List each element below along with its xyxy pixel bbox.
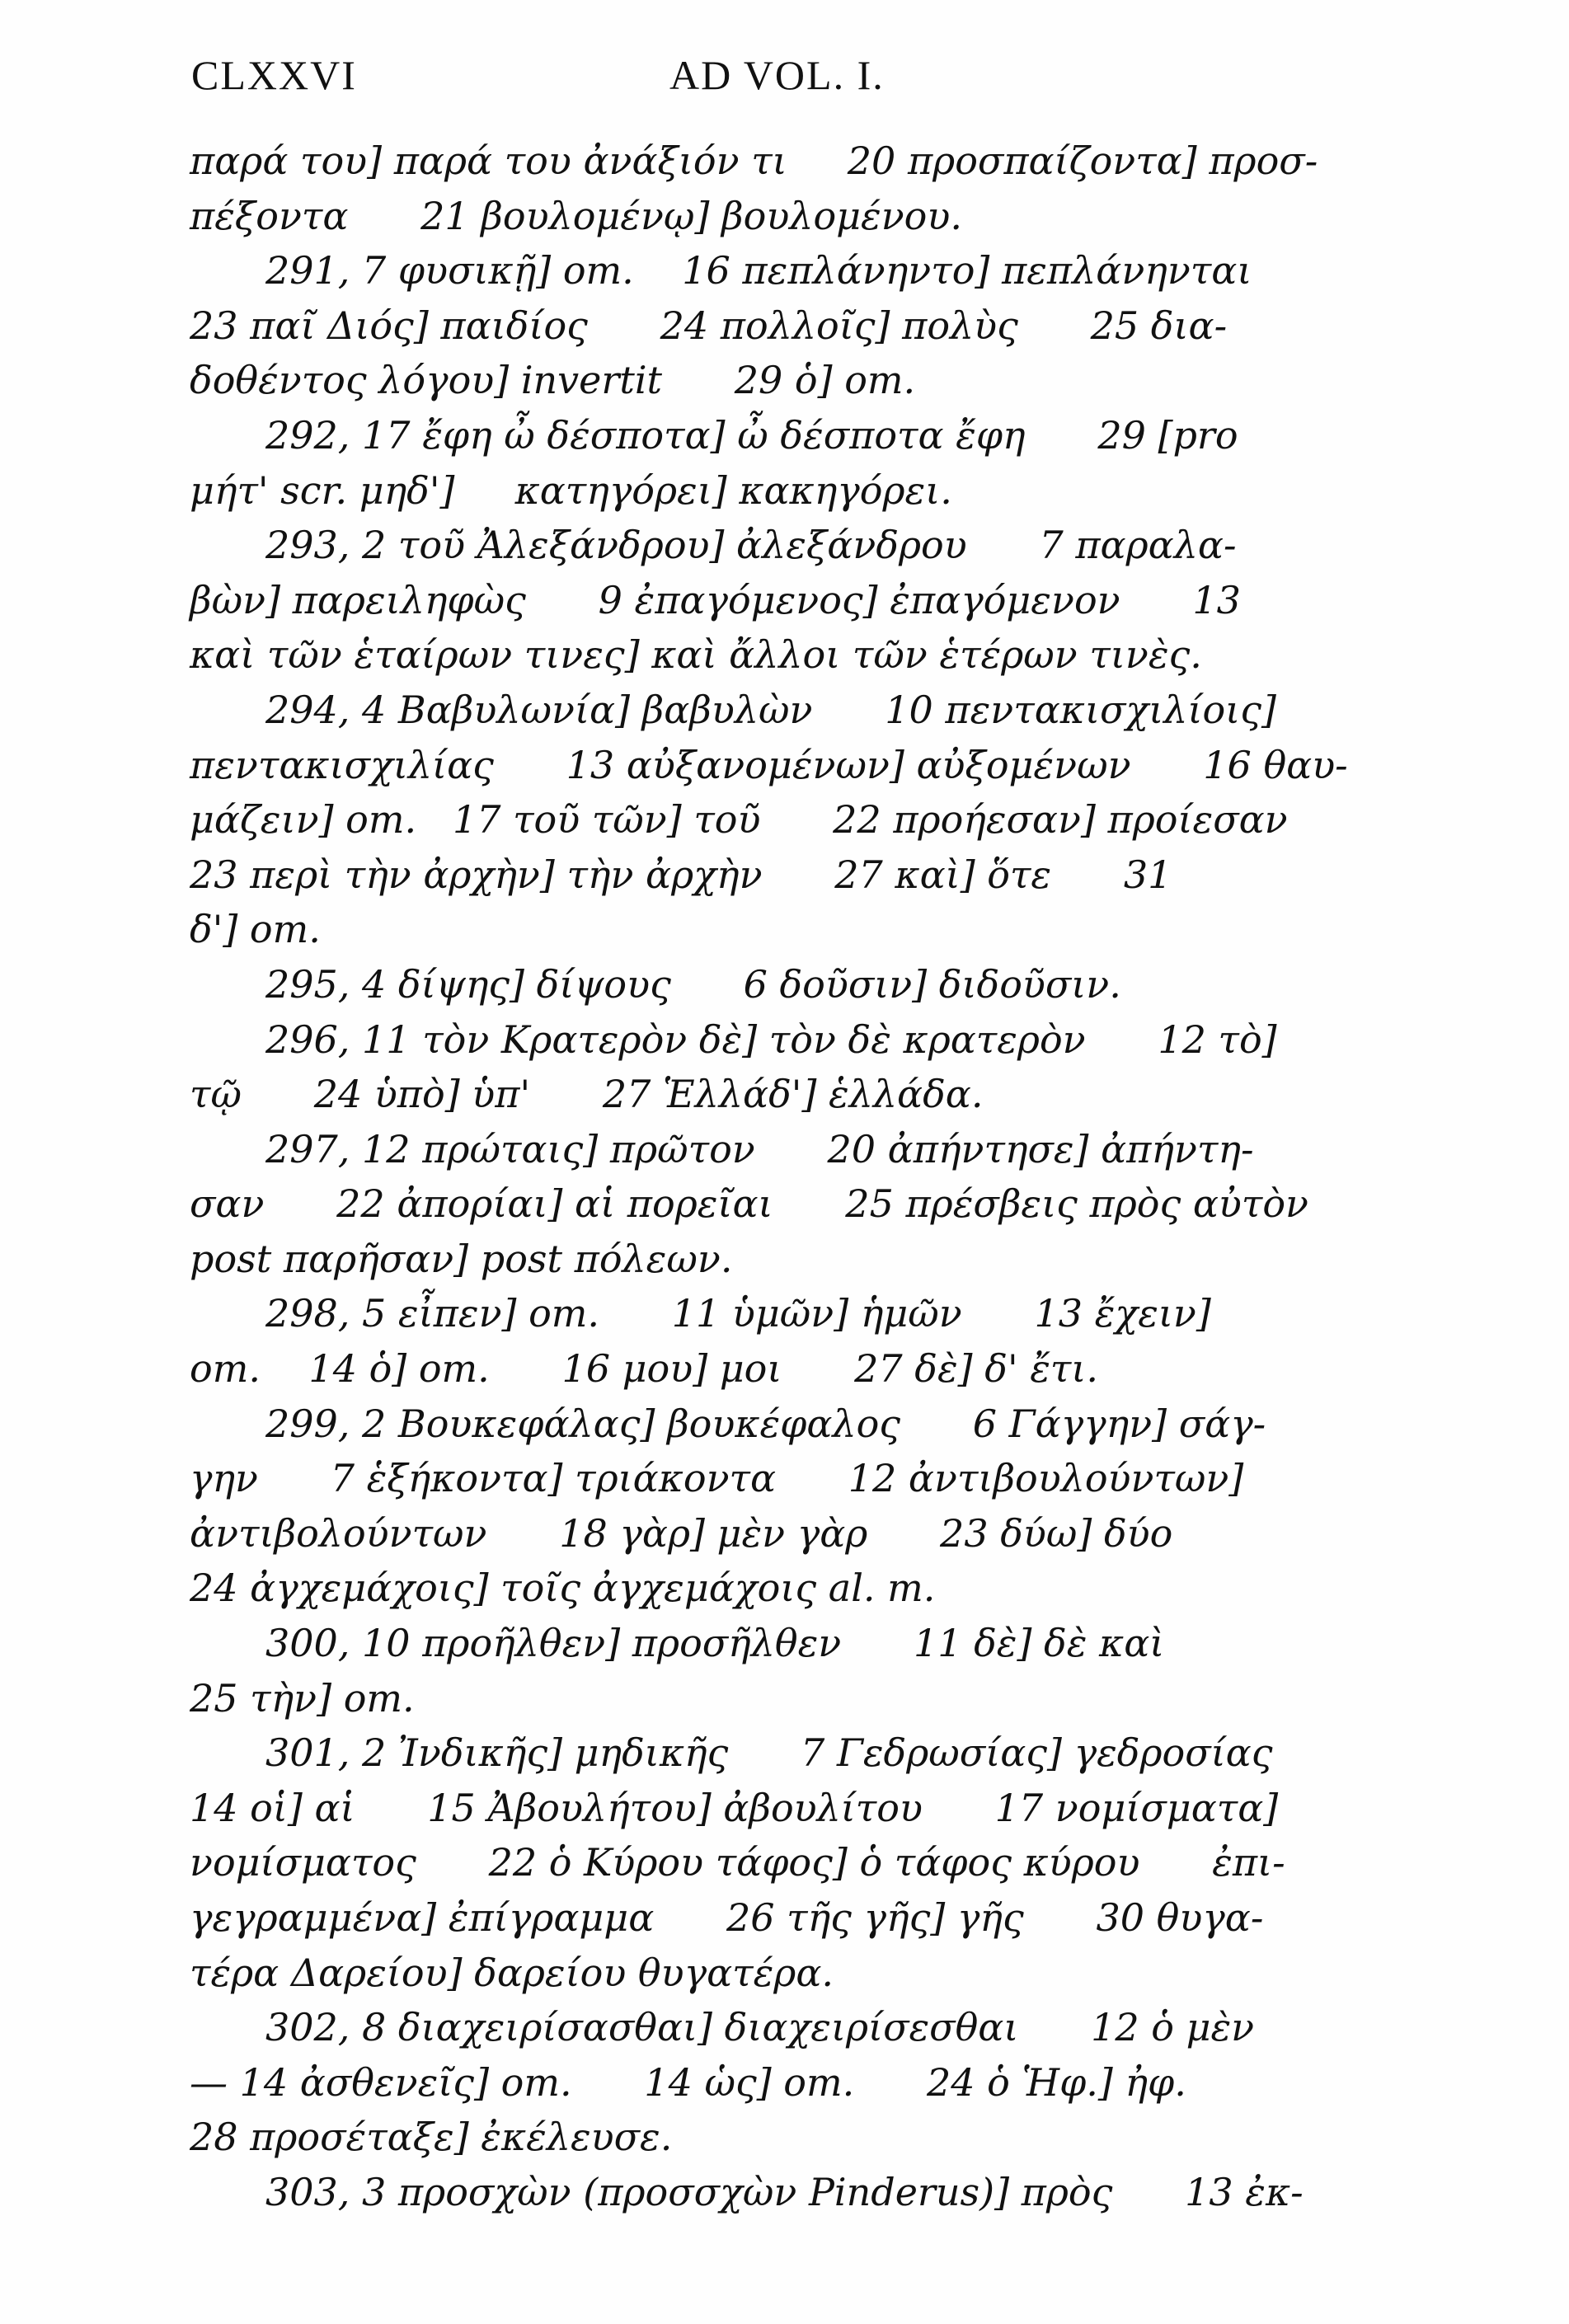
text-line: 14 οἱ] αἱ 15 Ἀβουλήτου] ἀβουλίτου 17 νομίσματα]	[190, 1785, 1279, 1830]
text-line: πέξοντα 21 βουλομένῳ] βουλομένου.	[190, 193, 962, 238]
text-line: καὶ τῶν ἑταίρων τινες] καὶ ἄλλοι τῶν ἑτέρων τινὲς.	[190, 632, 1202, 678]
text-line: 296, 11 τὸν Κρατερὸν δὲ] τὸν δὲ κρατερὸν 12 τὸ]	[265, 1016, 1277, 1062]
text-line: 24 ἀγχεμάχοις] τοῖς ἀγχεμάχοις al. m.	[190, 1566, 936, 1611]
text-line: 303, 3 προσχὼν (προσσχὼν Pinderus)] πρὸς 13 ἐκ-	[265, 2169, 1304, 2214]
text-line: om. 14 ὁ] om. 16 μου] μοι 27 δὲ] δ' ἔτι.	[190, 1346, 1099, 1392]
page-number: CLXXVI	[191, 52, 357, 98]
text-line: — 14 ἀσθενεῖς] om. 14 ὡς] om. 24 ὁ Ἡφ.] ἠφ.	[190, 2059, 1186, 2105]
text-line: 300, 10 προῆλθεν] προσῆλθεν 11 δὲ] δὲ καὶ	[265, 1621, 1165, 1666]
text-line: 291, 7 φυσικῇ] om. 16 πεπλάνηντο] πεπλάνηνται	[265, 248, 1252, 293]
text-line: 295, 4 δίψης] δίψους 6 δοῦσιν] διδοῦσιν.	[265, 961, 1121, 1007]
running-title: AD VOL. I.	[669, 52, 885, 98]
text-line: νομίσματος 22 ὁ Κύρου τάφος] ὁ τάφος κύρου ἐπι-	[190, 1840, 1285, 1885]
text-line: 25 τὴν] om.	[190, 1675, 415, 1721]
text-line: 292, 17 ἔφη ὦ δέσποτα] ὦ δέσποτα ἔφη 29 [pro	[265, 412, 1238, 458]
text-line: γην 7 ἑξήκοντα] τριάκοντα 12 ἀντιβουλούντων]	[190, 1456, 1244, 1501]
text-line: ἀντιβολούντων 18 γὰρ] μὲν γὰρ 23 δύω] δύο	[190, 1510, 1173, 1556]
text-line: 302, 8 διαχειρίσασθαι] διαχειρίσεσθαι 12 ὁ μὲν	[265, 2005, 1255, 2050]
text-line: σαν 22 ἀπορίαι] αἱ πορεῖαι 25 πρέσβεις πρὸς αὐτὸν	[190, 1181, 1308, 1227]
text-line: παρά του] παρά του ἀνάξιόν τι 20 προσπαίζοντα] προσ-	[190, 139, 1318, 183]
text-line: 299, 2 Βουκεφάλας] βουκέφαλος 6 Γάγγην] σάγ-	[265, 1401, 1266, 1446]
text-line: 294, 4 Βαβυλωνία] βαβυλὼν 10 πεντακισχιλίοις]	[265, 687, 1276, 732]
text-line: 298, 5 εἶπεν] om. 11 ὑμῶν] ἡμῶν 13 ἔχειν]	[265, 1291, 1211, 1336]
page-header	[191, 51, 1412, 117]
text-line: 23 περὶ τὴν ἀρχὴν] τὴν ἀρχὴν 27 καὶ] ὅτε 31	[190, 852, 1172, 897]
text-line: 293, 2 τοῦ Ἀλεξάνδρου] ἀλεξάνδρου 7 παραλα-	[265, 523, 1237, 568]
apparatus-text	[190, 134, 1393, 2220]
text-line: 23 παῖ Διός] παιδίος 24 πολλοῖς] πολὺς 25 δια-	[190, 303, 1228, 348]
text-line: δοθέντος λόγου] invertit 29 ὁ] om.	[190, 358, 916, 403]
text-line: γεγραμμένα] ἐπίγραμμα 26 τῆς γῆς] γῆς 30 θυγα-	[190, 1895, 1264, 1940]
text-line: τέρα Δαρείου] δαρείου θυγατέρα.	[190, 1950, 834, 1995]
text-line: μήτ' scr. μηδ'] κατηγόρει] κακηγόρει.	[190, 467, 952, 513]
text-line: 301, 2 Ἰνδικῆς] μηδικῆς 7 Γεδρωσίας] γεδροσίας	[265, 1730, 1273, 1776]
text-line: βὼν] παρειληφὼς 9 ἐπαγόμενος] ἐπαγόμενον 13	[190, 577, 1241, 622]
text-line: 28 προσέταξε] ἐκέλευσε.	[190, 2115, 673, 2160]
text-line: πεντακισχιλίας 13 αὐξανομένων] αὐξομένων 16 θαυ-	[190, 742, 1348, 787]
text-line: δ'] om.	[190, 907, 321, 952]
text-line: τῷ 24 ὑπὸ] ὑπ' 27 Ἑλλάδ'] ἑλλάδα.	[190, 1072, 984, 1117]
text-line: μάζειν] om. 17 τοῦ τῶν] τοῦ 22 προήεσαν] προίεσαν	[190, 797, 1288, 843]
text-line: post παρῆσαν] post πόλεων.	[190, 1236, 733, 1281]
text-line: 297, 12 πρώταις] πρῶτον 20 ἀπήντησε] ἀπήντη-	[265, 1126, 1254, 1171]
